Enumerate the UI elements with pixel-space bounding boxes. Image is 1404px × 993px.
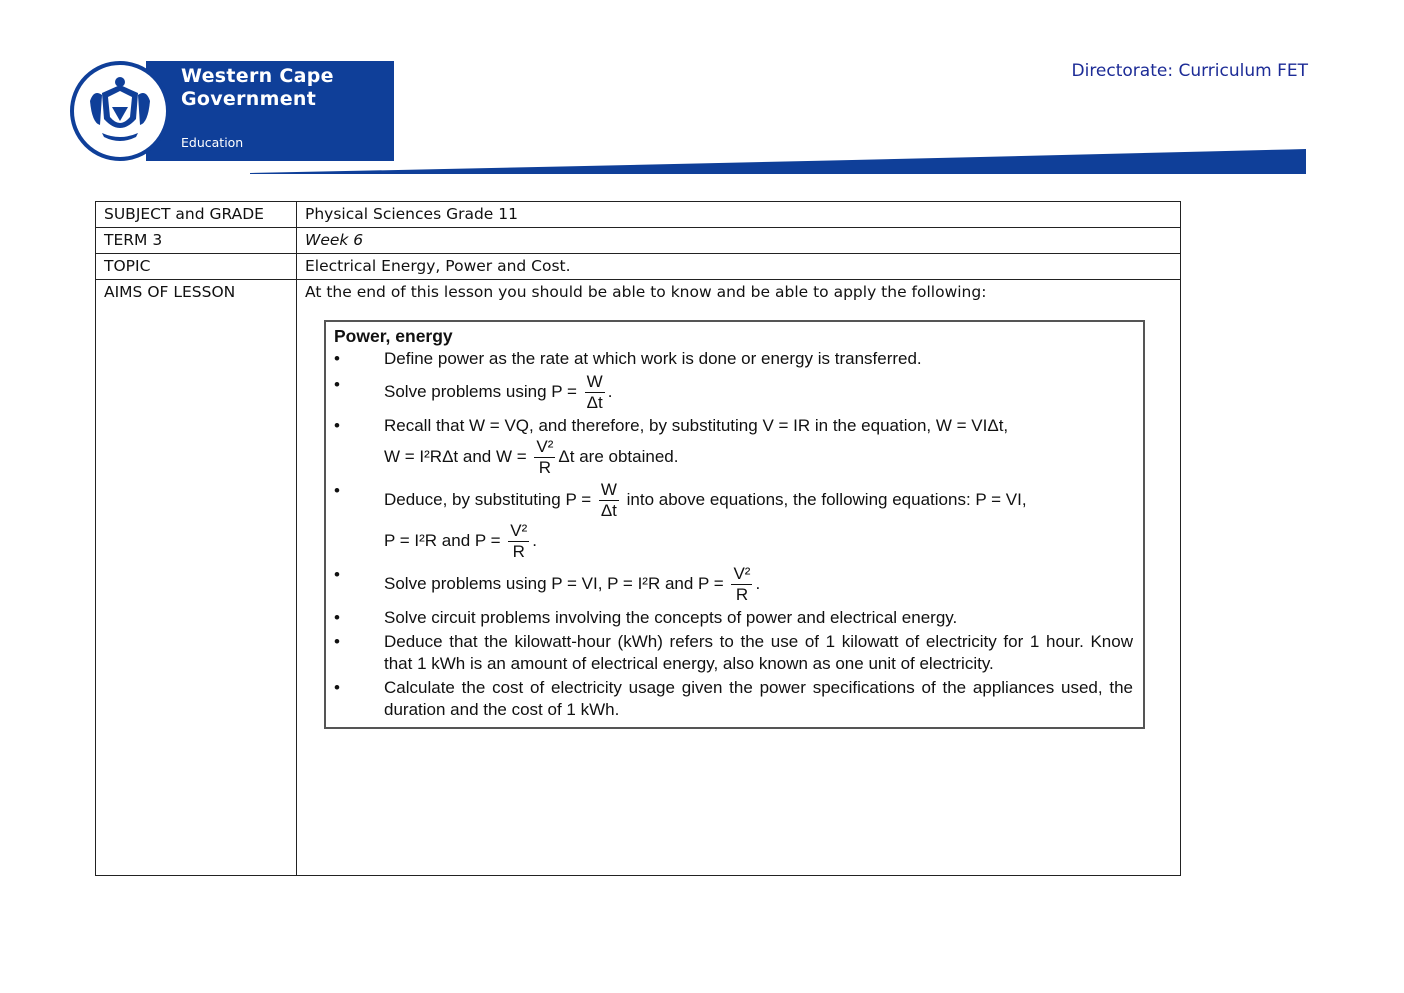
aim-text: P = I²R and P = bbox=[384, 530, 501, 550]
denominator: R bbox=[735, 585, 749, 604]
denominator: R bbox=[512, 542, 525, 561]
list-item bbox=[334, 480, 1133, 562]
aims-cell bbox=[297, 280, 1181, 876]
aim-text: Recall that W = VQ, and therefore, by substituting V = IR in the equation, W = VIΔt, bbox=[384, 416, 1009, 435]
aim-text: Solve problems using P = bbox=[384, 381, 577, 401]
logo-dept: Education bbox=[181, 135, 244, 150]
bullet-icon: • bbox=[334, 565, 340, 584]
bullet-icon: • bbox=[334, 349, 340, 368]
list-item bbox=[334, 631, 1133, 675]
list-item bbox=[334, 372, 1133, 413]
list-item bbox=[334, 348, 1133, 370]
denominator: R bbox=[538, 458, 552, 477]
subject-label: SUBJECT and GRADE bbox=[96, 202, 297, 228]
fraction-w-over-dt bbox=[585, 372, 605, 413]
period: . bbox=[755, 573, 761, 593]
term-value: Week 6 bbox=[297, 228, 1181, 254]
logo-name-line2: Government bbox=[181, 88, 317, 110]
header-swoosh bbox=[250, 145, 1310, 177]
table-row bbox=[96, 280, 1181, 876]
fraction-v2-over-r bbox=[731, 564, 752, 605]
table-row bbox=[96, 202, 1181, 228]
logo-text bbox=[181, 65, 334, 150]
topic-value: Electrical Energy, Power and Cost. bbox=[297, 254, 1181, 280]
logo-name-line1: Western Cape bbox=[181, 65, 334, 87]
list-item bbox=[334, 677, 1133, 721]
numerator: W bbox=[600, 480, 617, 499]
list-item bbox=[334, 415, 1133, 478]
bullet-icon: • bbox=[334, 481, 340, 500]
numerator: W bbox=[586, 372, 603, 391]
period: . bbox=[532, 530, 538, 550]
aim-text: Deduce that the kilowatt-hour (kWh) refers to the use of 1 kilowatt of electricity for 1 hour. Know that 1 kWh is an amount of electrical energy, also known as one unit of electricity. bbox=[384, 632, 1133, 673]
bullet-icon: • bbox=[334, 416, 340, 435]
bullet-icon: • bbox=[334, 632, 340, 651]
aims-box bbox=[324, 320, 1145, 729]
coat-of-arms-icon bbox=[70, 61, 170, 161]
denominator: Δt bbox=[600, 501, 617, 520]
aim-text: Solve circuit problems involving the concepts of power and electrical energy. bbox=[384, 608, 958, 627]
fraction-w-over-dt bbox=[599, 480, 619, 521]
numerator: V² bbox=[510, 521, 528, 540]
aims-intro: At the end of this lesson you should be able to know and be able to apply the following: bbox=[305, 283, 987, 301]
aim-text: W = I²RΔt and W = bbox=[384, 446, 527, 466]
aim-text: Δt are obtained. bbox=[558, 446, 679, 466]
aims-label: AIMS OF LESSON bbox=[96, 280, 297, 876]
bullet-icon: • bbox=[334, 678, 340, 697]
list-item bbox=[334, 564, 1133, 605]
subject-value: Physical Sciences Grade 11 bbox=[297, 202, 1181, 228]
aim-text: Calculate the cost of electricity usage given the power specifications of the appliances used, the duration and the cost of 1 kWh. bbox=[384, 678, 1133, 719]
table-row bbox=[96, 254, 1181, 280]
aim-text: Define power as the rate at which work is done or energy is transferred. bbox=[384, 349, 922, 368]
denominator: Δt bbox=[586, 393, 603, 412]
numerator: V² bbox=[536, 437, 554, 456]
table-row bbox=[96, 228, 1181, 254]
aims-heading: Power, energy bbox=[334, 326, 453, 346]
directorate-label: Directorate: Curriculum FET bbox=[1071, 61, 1308, 81]
term-label: TERM 3 bbox=[96, 228, 297, 254]
topic-label: TOPIC bbox=[96, 254, 297, 280]
bullet-icon: • bbox=[334, 608, 340, 627]
fraction-v2-over-r bbox=[508, 521, 529, 562]
lesson-info-table bbox=[95, 201, 1181, 876]
aim-text: Solve problems using P = VI, P = I²R and P = bbox=[384, 573, 724, 593]
period: . bbox=[607, 381, 613, 401]
aim-text: into above equations, the following equations: P = VI, bbox=[626, 489, 1027, 509]
aim-text: Deduce, by substituting P = bbox=[384, 489, 592, 509]
bullet-icon: • bbox=[334, 375, 340, 394]
numerator: V² bbox=[733, 564, 751, 583]
fraction-v2-over-r bbox=[534, 437, 555, 478]
list-item bbox=[334, 607, 1133, 629]
aims-list bbox=[334, 348, 1133, 721]
